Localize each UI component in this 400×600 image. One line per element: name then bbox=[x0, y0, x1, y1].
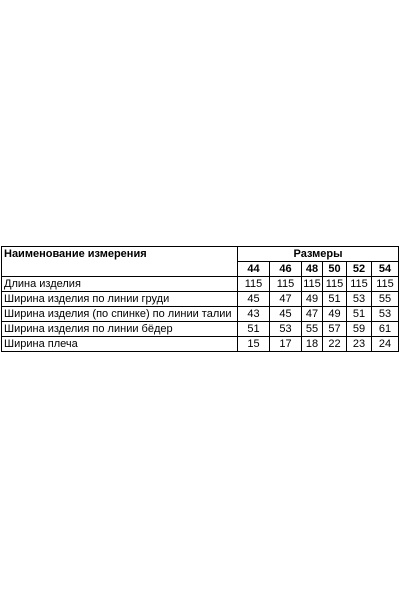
table-cell: 18 bbox=[302, 337, 323, 352]
table-cell: 53 bbox=[372, 307, 399, 322]
size-chart-table bbox=[1, 246, 399, 352]
table-cell: 49 bbox=[323, 307, 347, 322]
row-label: Ширина изделия (по спинке) по линии талии bbox=[2, 307, 238, 322]
table-cell: 45 bbox=[270, 307, 302, 322]
size-header-44: 44 bbox=[238, 262, 270, 277]
table-row bbox=[2, 307, 399, 322]
table-cell: 51 bbox=[323, 292, 347, 307]
table-row bbox=[2, 292, 399, 307]
table-row bbox=[2, 277, 399, 292]
table-header-row bbox=[2, 247, 399, 262]
table-cell: 115 bbox=[238, 277, 270, 292]
table-cell: 51 bbox=[347, 307, 372, 322]
size-header-50: 50 bbox=[323, 262, 347, 277]
row-label: Ширина изделия по линии бёдер bbox=[2, 322, 238, 337]
table-cell: 115 bbox=[323, 277, 347, 292]
table-cell: 23 bbox=[347, 337, 372, 352]
table-cell: 61 bbox=[372, 322, 399, 337]
table-cell: 47 bbox=[302, 307, 323, 322]
size-header-54: 54 bbox=[372, 262, 399, 277]
sizes-group-header: Размеры bbox=[238, 247, 399, 262]
row-label: Длина изделия bbox=[2, 277, 238, 292]
table-cell: 55 bbox=[372, 292, 399, 307]
table-cell: 53 bbox=[270, 322, 302, 337]
table-cell: 24 bbox=[372, 337, 399, 352]
table-cell: 115 bbox=[347, 277, 372, 292]
table-cell: 53 bbox=[347, 292, 372, 307]
table-cell: 115 bbox=[303, 277, 321, 290]
table-cell: 47 bbox=[270, 292, 302, 307]
table-cell: 22 bbox=[323, 337, 347, 352]
table-cell: 59 bbox=[347, 322, 372, 337]
table-cell: 15 bbox=[238, 337, 270, 352]
row-label: Ширина плеча bbox=[2, 337, 238, 352]
measurement-name-header: Наименование измерения bbox=[2, 247, 238, 277]
size-header-46: 46 bbox=[270, 262, 302, 277]
table-row bbox=[2, 322, 399, 337]
row-label: Ширина изделия по линии груди bbox=[2, 292, 238, 307]
table-cell: 115 bbox=[270, 277, 302, 292]
table-cell: 55 bbox=[302, 322, 323, 337]
table-cell: 51 bbox=[238, 322, 270, 337]
table-row bbox=[2, 337, 399, 352]
table-cell: 17 bbox=[270, 337, 302, 352]
size-header-52: 52 bbox=[347, 262, 372, 277]
table-cell: 45 bbox=[238, 292, 270, 307]
table-cell: 115 bbox=[372, 277, 399, 292]
table-cell: 43 bbox=[238, 307, 270, 322]
size-header-48: 48 bbox=[302, 262, 323, 277]
table-cell: 49 bbox=[302, 292, 323, 307]
table-cell: 57 bbox=[323, 322, 347, 337]
